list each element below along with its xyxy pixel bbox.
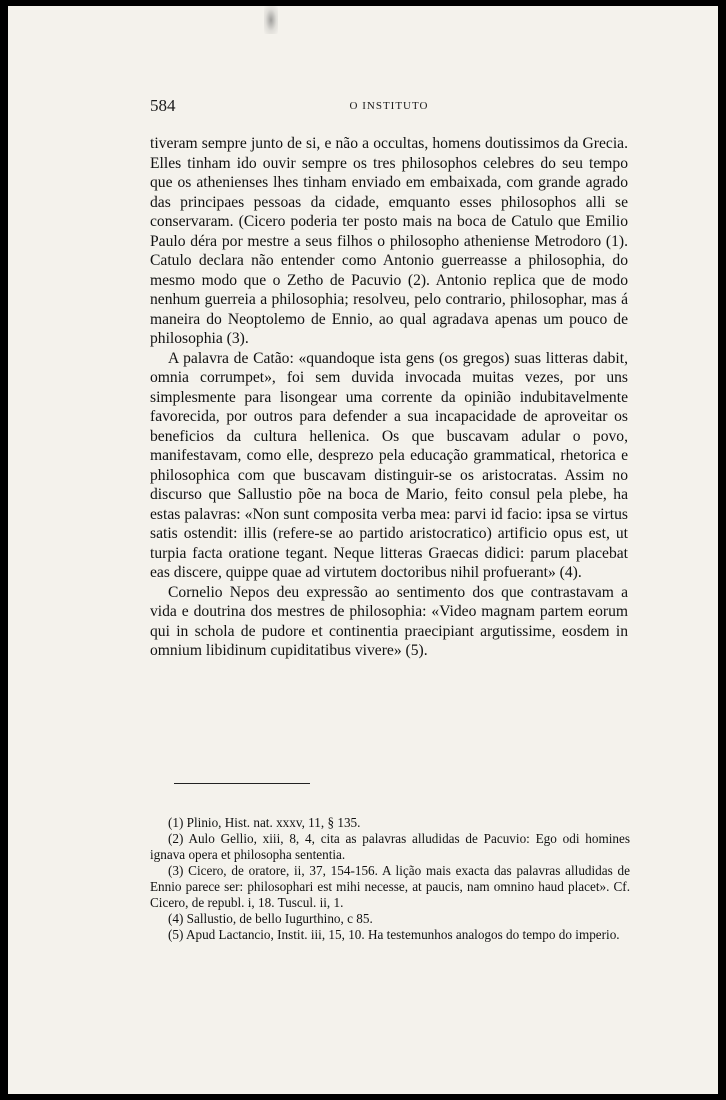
footnote: (2) Aulo Gellio, xiii, 8, 4, cita as palavras alludidas de Pacuvio: Ego odi homines ignava opera et philosopha sententia.	[150, 831, 630, 862]
footnotes	[150, 815, 630, 943]
paragraph: Cornelio Nepos deu expressão ao sentimento dos que contrastavam a vida e doutrina dos mestres de philosophia: «Video magnam partem eorum qui in schola de pudore et continentia praecipiant argutissime, eosdem in omnium libidinum cupiditatibus vivere» (5).	[150, 583, 628, 659]
paragraph: A palavra de Catão: «quandoque ista gens (os gregos) suas litteras dabit, omnia corrumpet», foi sem duvida invocada muitas vezes, por uns simplesmente para lisongear uma corrente da opinião indubitavelmente favorecida, por outros para defender a sua incapacidade de aproveitar os beneficios da cultura hellenica. Os que buscavam adular o povo, manifestavam, como elle, desprezo pela educação grammatical, rhetorica e philosophica com que buscavam distinguir-se os aristocratas. Assim no discurso que Sallustio põe na boca de Mario, feito consul pela plebe, ha estas palavras: «Non sunt composita verba mea: parvi id facio: ipsa se virtus satis ostendit: illis (refere-se ao partido aristocratico) artificio opus est, ut turpia facta oratione tegant. Neque litteras Graecas didici: parum placebat eas discere, quippe quae ad virtutem doctoribus nihil profuerant» (4).	[150, 349, 628, 581]
footnote: (3) Cicero, de oratore, ii, 37, 154-156. A lição mais exacta das palavras alludidas de Ennio parece ser: philosophari est mihi necesse, at paucis, nam omnino haud placet». Cf. Cicero, de republ. i, 18. Tuscul. ii, 1.	[150, 863, 630, 910]
page-header	[150, 96, 628, 120]
body-text	[150, 134, 628, 661]
footnote: (5) Apud Lactancio, Instit. iii, 15, 10. Ha testemunhos analogos do tempo do imperio.	[168, 927, 620, 942]
running-title: O INSTITUTO	[349, 100, 429, 112]
book-page	[8, 6, 718, 1094]
footnote: (1) Plinio, Hist. nat. xxxv, 11, § 135.	[168, 815, 361, 830]
paragraph: tiveram sempre junto de si, e não a occultas, homens doutissimos da Grecia. Elles tinham ido ouvir sempre os tres philosophos celebres do seu tempo que os athenienses lhes tinham enviado em embaixada, com grande agrado das principaes pessoas da cidade, emquanto esses philosophos alli se conservaram. (Cicero poderia ter posto mais na boca de Catulo que Emilio Paulo déra por mestre a seus filhos o philosopho atheniense Metrodoro (1). Catulo declara não entender como Antonio guerreasse a philosophia, do mesmo modo que o Zetho de Pacuvio (2). Antonio replica que de modo nenhum guerreia a philosophia; resolveu, pelo contrario, philosophar, mas á maneira do Neoptolemo de Ennio, ao qual agradava apenas um pouco de philosophia (3).	[150, 135, 628, 347]
page-number: 584	[150, 96, 176, 115]
footnote: (4) Sallustio, de bello Iugurthino, c 85.	[168, 911, 373, 926]
ink-smudge	[264, 6, 278, 34]
footnote-divider	[174, 783, 310, 784]
